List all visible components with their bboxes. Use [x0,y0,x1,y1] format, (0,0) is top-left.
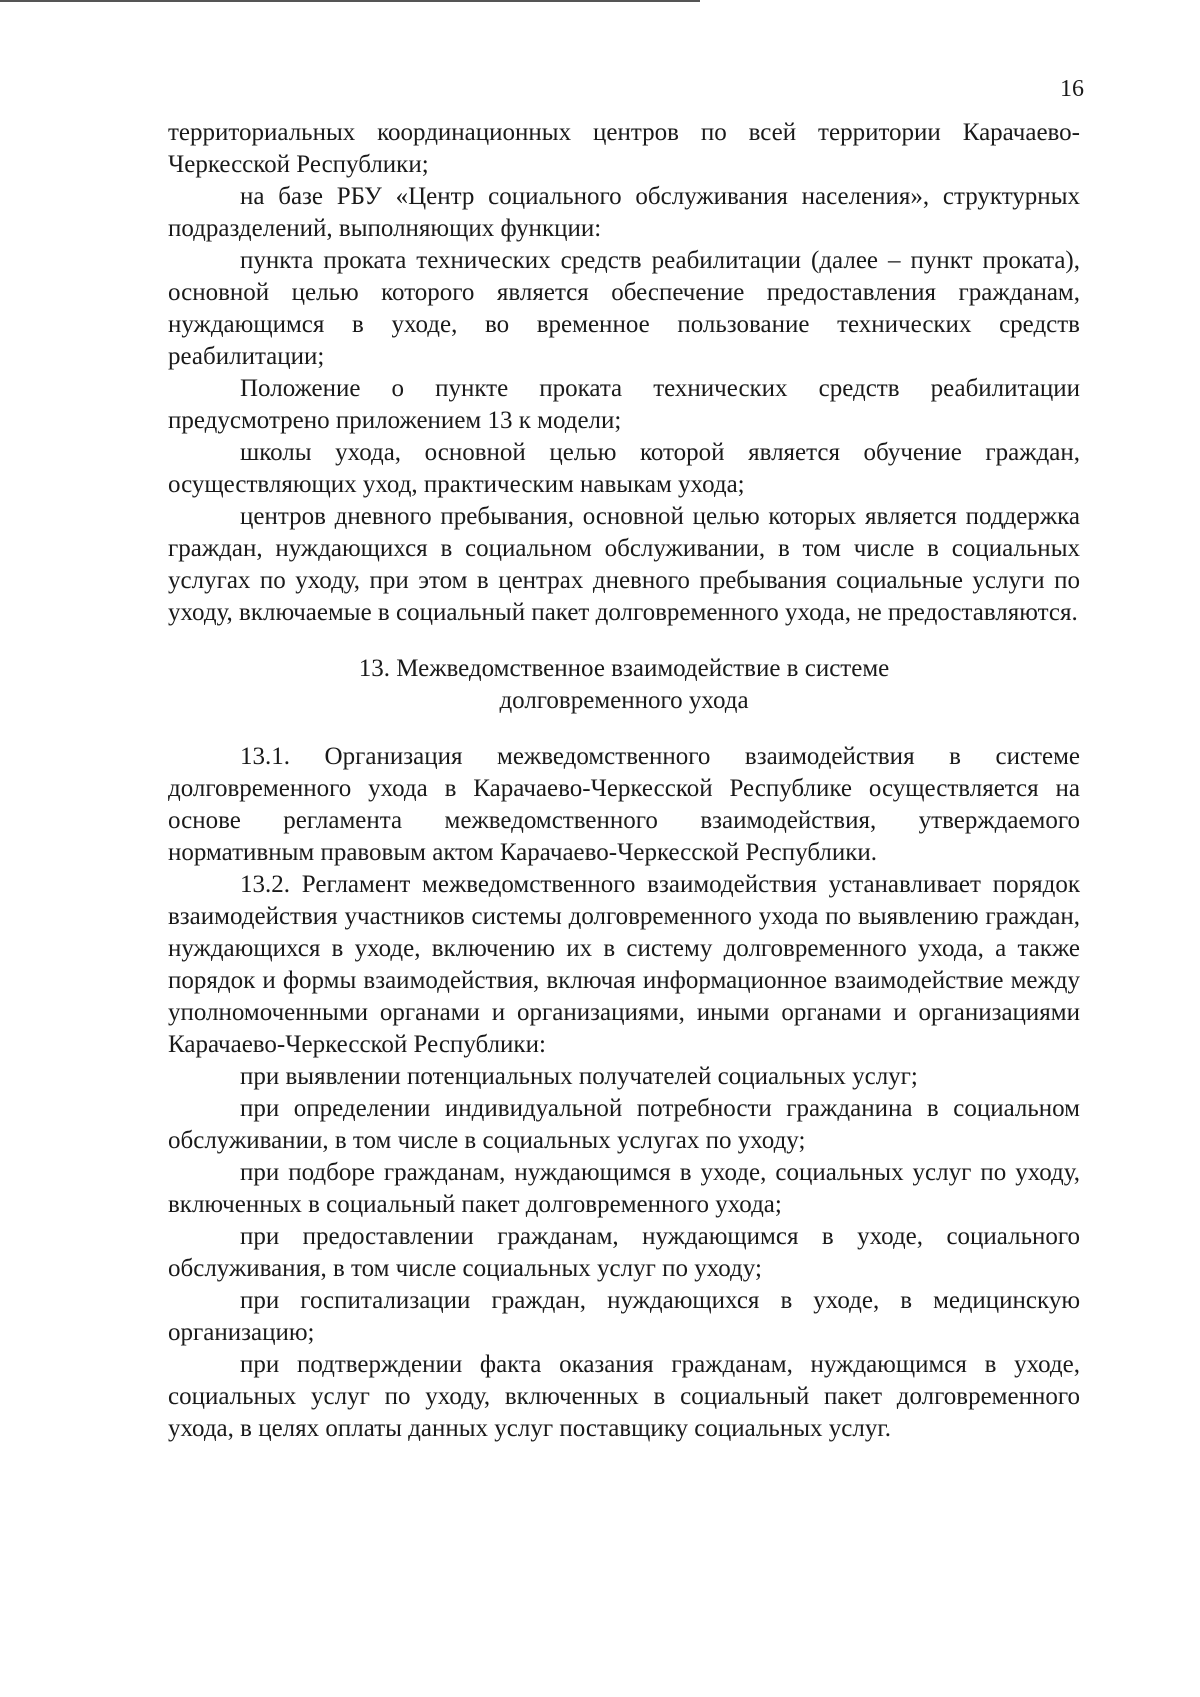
section-heading-line-1: 13. Межведомственное взаимодействие в системе [358,655,890,682]
paragraph: при госпитализации граждан, нуждающихся в уходе, в медицинскую организацию; [168,1287,1080,1346]
page-number: 16 [1060,76,1084,102]
paragraph: школы ухода, основной целью которой является обучение граждан, осуществляющих уход, практическим навыкам ухода; [168,439,1080,498]
paragraphs-before-section [168,117,1080,629]
paragraph: при предоставлении гражданам, нуждающимся в уходе, социального обслуживания, в том числе социальных услуг по уходу; [168,1223,1080,1282]
scan-edge-line [0,0,700,2]
paragraph: при определении индивидуальной потребности гражданина в социальном обслуживании, в том числе в социальных услугах по уходу; [168,1095,1080,1154]
document-body [168,117,1080,1445]
section-heading-line-2: долговременного ухода [499,687,749,714]
paragraph: территориальных координационных центров по всей территории Карачаево-Черкесской Республики; [168,119,1080,178]
paragraphs-after-section [168,741,1080,1445]
paragraph: при подтверждении факта оказания гражданам, нуждающимся в уходе, социальных услуг по уходу, включенных в социальный пакет долговременного ухода, в целях оплаты данных услуг поставщику социальных услуг. [168,1351,1080,1442]
paragraph: 13.1. Организация межведомственного взаимодействия в системе долговременного ухода в Карачаево-Черкесской Республике осуществляется на основе регламента межведомственного взаимодействия, утверждаемого нормативным правовым актом Карачаево-Черкесской Республики. [168,743,1080,866]
paragraph: при выявлении потенциальных получателей социальных услуг; [240,1063,918,1090]
paragraph: Положение о пункте проката технических средств реабилитации предусмотрено приложением 13 к модели; [168,375,1080,434]
section-heading [168,653,1080,717]
paragraph: при подборе гражданам, нуждающимся в уходе, социальных услуг по уходу, включенных в социальный пакет долговременного ухода; [168,1159,1080,1218]
paragraph: центров дневного пребывания, основной целью которых является поддержка граждан, нуждающихся в социальном обслуживании, в том числе в социальных услугах по уходу, при этом в центрах дневного пребывания социальные услуги по уходу, включаемые в социальный пакет долговременного ухода, не предоставляются. [168,503,1080,626]
paragraph: 13.2. Регламент межведомственного взаимодействия устанавливает порядок взаимодействия участников системы долговременного ухода по выявлению граждан, нуждающихся в уходе, включению их в систему долговременного ухода, а также порядок и формы взаимодействия, включая информационное взаимодействие между уполномоченными органами и организациями, иными органами и организациями Карачаево-Черкесской Республики: [168,871,1080,1058]
paragraph: на базе РБУ «Центр социального обслуживания населения», структурных подразделений, выполняющих функции: [168,183,1080,242]
paragraph: пункта проката технических средств реабилитации (далее – пункт проката), основной целью которого является обеспечение предоставления гражданам, нуждающимся в уходе, во временное пользование технических средств реабилитации; [168,247,1080,370]
